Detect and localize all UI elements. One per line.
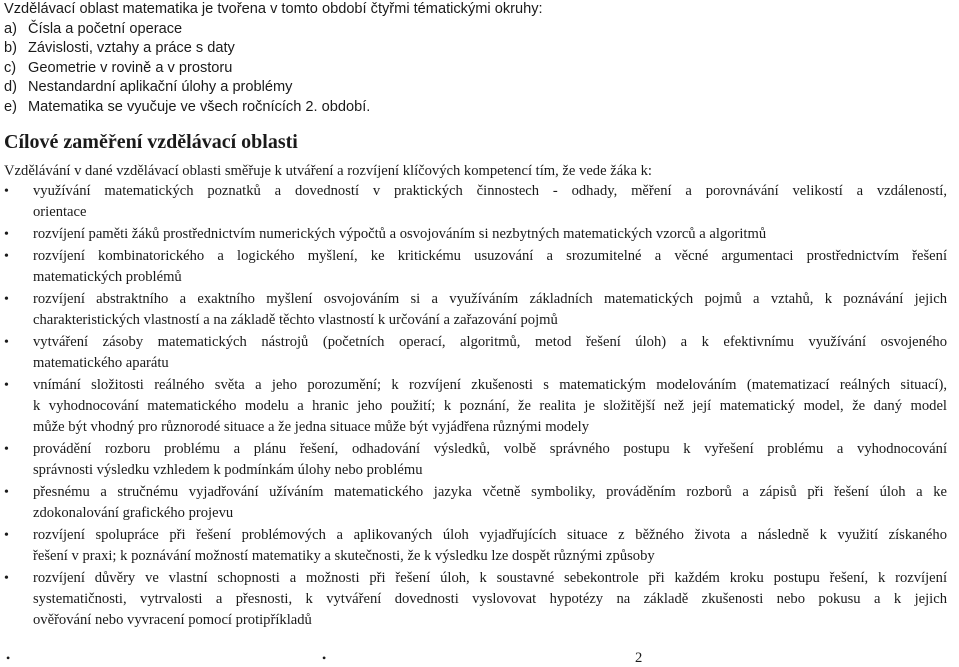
topic-item xyxy=(4,59,543,79)
topic-text: Čísla a početní operace xyxy=(28,20,183,37)
competence-text-line: systematičnosti, vytrvalosti a přesnosti, k vytváření dovednosti vyslovovat hypotézy na základě zkušenosti nebo pokusu a k jejich xyxy=(33,591,947,607)
topic-label: c) xyxy=(4,59,17,76)
competence-item xyxy=(0,332,959,374)
competence-item xyxy=(0,568,959,631)
competence-item xyxy=(0,525,959,567)
competence-text-line: využívání matematických poznatků a dovedností v praktických činnostech - odhady, měření a porovnávání velikostí a vzdáleností, xyxy=(33,183,947,199)
topic-text: Geometrie v rovině a v prostoru xyxy=(28,59,233,76)
bullet-dot: • xyxy=(4,442,9,457)
bullet-dot: • xyxy=(4,528,9,543)
footer-bullet-left: • xyxy=(6,651,11,665)
topic-text: Závislosti, vztahy a práce s daty xyxy=(28,40,235,56)
lead-paragraph: Vzdělávání v dané vzdělávací oblasti směřuje k utváření a rozvíjení klíčových kompetencí tím, že vede žáka k: xyxy=(4,163,652,179)
competence-text-line: ověřování nebo vyvracení pomocí protipříkladů xyxy=(33,612,312,628)
bullet-dot: • xyxy=(4,184,9,199)
topic-label: b) xyxy=(4,40,17,56)
competence-text-line: řešení v praxi; k poznávání možností matematiky a skutečnosti, že k výsledku lze dospět různými způsoby xyxy=(33,548,655,564)
intro-block xyxy=(4,0,543,117)
competence-item xyxy=(0,289,959,331)
competence-item xyxy=(0,224,959,245)
competence-list xyxy=(0,181,959,632)
page-number: 2 xyxy=(635,650,643,666)
competence-text-line: rozvíjení spolupráce při řešení problémových a aplikovaných úloh vyjadřujících situace z běžného života a následně k využití získaného xyxy=(33,527,947,543)
competence-text-line: matematického aparátu xyxy=(33,355,169,371)
topic-item xyxy=(4,20,543,40)
topic-item xyxy=(4,39,543,59)
competence-text-line: provádění rozboru problému a plánu řešení, odhadování výsledků, volbě správného postupu k vyřešení problému a vyhodnocování xyxy=(33,441,947,457)
competence-text-line: rozvíjení abstraktního a exaktního myšlení osvojováním si a využíváním základních matematických pojmů a vztahů, k poznávání jejich xyxy=(33,291,947,307)
competence-text-line: správnosti výsledku vzhledem k podmínkám úlohy nebo problému xyxy=(33,462,423,478)
footer-bullet-right: • xyxy=(322,651,327,665)
topic-item xyxy=(4,98,543,118)
bullet-dot: • xyxy=(4,335,9,350)
competence-text-line: vnímání složitosti reálného světa a jeho porozumění; k rozvíjení zkušenosti s matematickým modelováním (matematizací reálných situací), xyxy=(33,377,947,393)
topic-label: a) xyxy=(4,20,17,37)
topic-label: d) xyxy=(4,79,17,95)
section-heading: Cílové zaměření vzdělávací oblasti xyxy=(4,131,298,153)
competence-text-line: rozvíjení kombinatorického a logického myšlení, ke kritickému usuzování a srozumitelné a věcné argumentaci prostřednictvím řešení xyxy=(33,248,947,264)
competence-text-line: vytváření zásoby matematických nástrojů (početních operací, algoritmů, metod řešení úloh) a k efektivnímu využívání osvojeného xyxy=(33,334,947,350)
bullet-dot: • xyxy=(4,227,9,242)
topic-item xyxy=(4,78,543,98)
topic-label: e) xyxy=(4,98,17,115)
competence-text-line: přesnému a stručnému vyjadřování užíváním matematického jazyka včetně symboliky, prováděním rozborů a zápisů při řešení úloh a ke xyxy=(33,484,947,500)
competence-text-line: rozvíjení důvěry ve vlastní schopnosti a možnosti při řešení úloh, k soustavné sebekontrole při každém kroku postupu řešení, k rozvíjení xyxy=(33,570,947,586)
competence-item xyxy=(0,181,959,223)
competence-item xyxy=(0,482,959,524)
bullet-dot: • xyxy=(4,571,9,586)
competence-text-line: rozvíjení paměti žáků prostřednictvím numerických výpočtů a osvojováním si nezbytných matematických vzorců a algoritmů xyxy=(33,226,767,242)
bullet-dot: • xyxy=(4,378,9,393)
bullet-dot: • xyxy=(4,485,9,500)
bullet-dot: • xyxy=(4,292,9,307)
competence-item xyxy=(0,246,959,288)
competence-text-line: k vyhodnocování matematického modelu a hranic jeho použití; k poznání, že realita je složitější než její matematický model, že daný model xyxy=(33,398,947,414)
topic-text: Matematika se vyučuje ve všech ročnících 2. období. xyxy=(28,98,371,115)
competence-text-line: zdokonalování grafického projevu xyxy=(33,505,234,521)
competence-text-line: charakteristických vlastností a na základě těchto vlastností k určování a zařazování pojmů xyxy=(33,312,558,328)
competence-item xyxy=(0,375,959,438)
intro-line: Vzdělávací oblast matematika je tvořena v tomto období čtyřmi tématickými okruhy: xyxy=(4,1,543,17)
competence-item xyxy=(0,439,959,481)
bullet-dot: • xyxy=(4,249,9,264)
competence-text-line: matematických problémů xyxy=(33,269,182,285)
topic-text: Nestandardní aplikační úlohy a problémy xyxy=(28,79,293,95)
competence-text-line: může být vhodný pro různorodé situace a že jedna situace může být vyjádřena různými modely xyxy=(33,419,589,435)
competence-text-line: orientace xyxy=(33,204,87,220)
